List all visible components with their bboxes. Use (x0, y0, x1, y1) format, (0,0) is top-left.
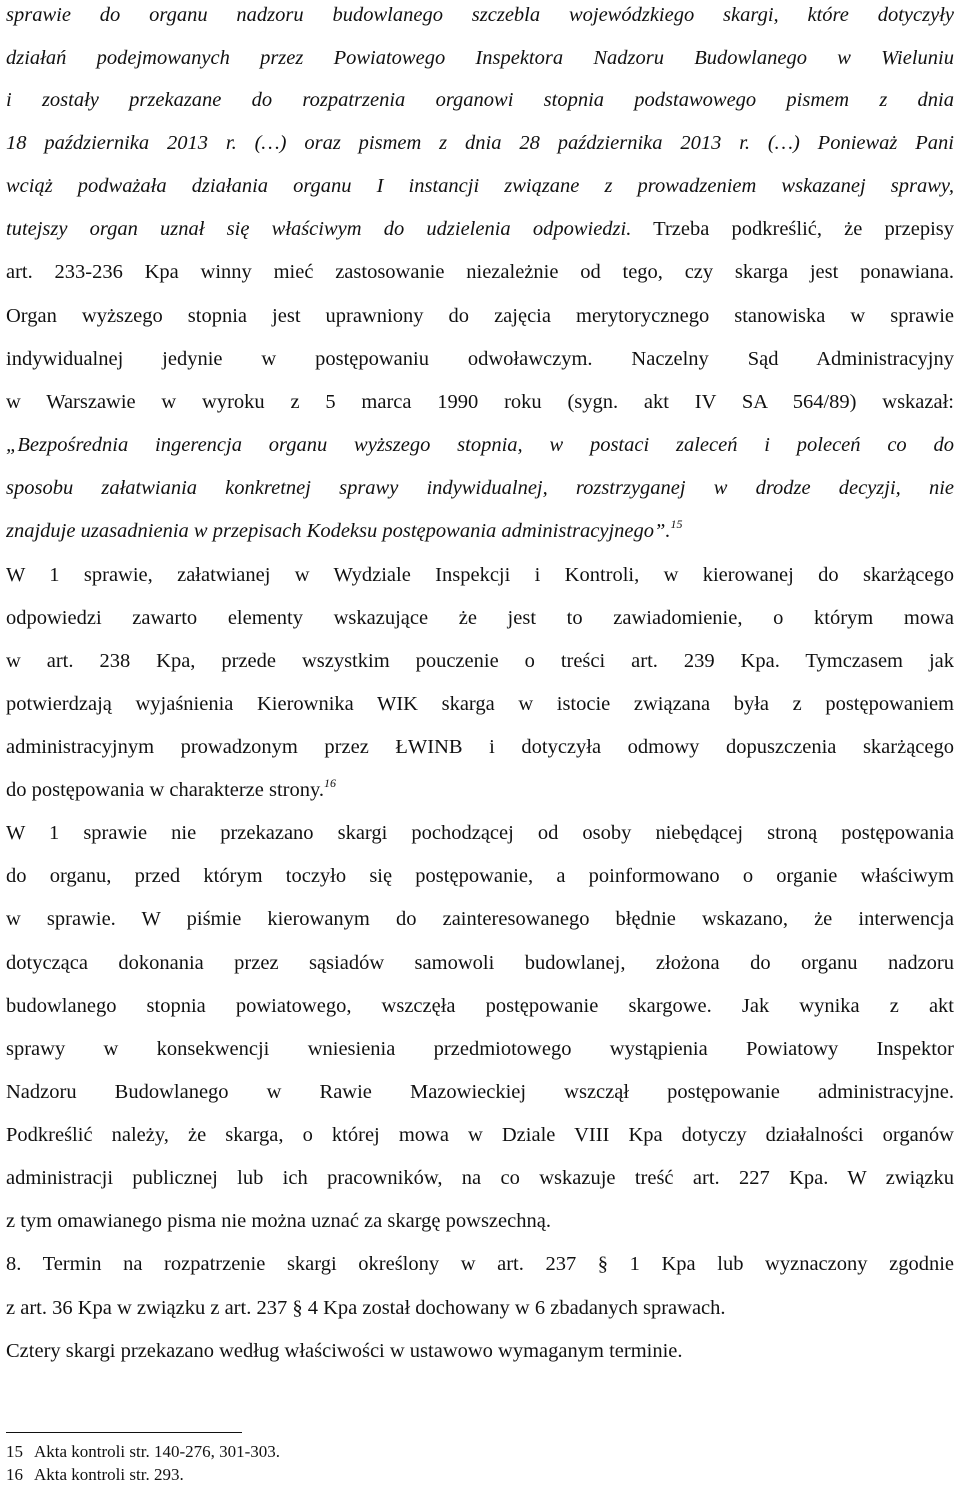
text-segment: w Warszawie w wyroku z 5 marca 1990 roku (sygn. akt IV SA 564/89) wskazał: (6, 391, 954, 413)
text-line (6, 948, 954, 978)
text-segment: „Bezpośrednia ingerencja organu wyższego stopnia, w postaci zaleceń i poleceń co do (6, 434, 954, 456)
text-line (6, 257, 954, 287)
text-segment: sprawie do organu nadzoru budowlanego szczebla wojewódzkiego skargi, które dotyczyły (6, 4, 954, 26)
text-segment: i zostały przekazane do rozpatrzenia organowi stopnia podstawowego pismem z dnia (6, 89, 954, 111)
text-segment: budowlanego stopnia powiatowego, wszczęła postępowanie skargowe. Jak wynika z akt (6, 995, 954, 1017)
text-line (6, 171, 954, 201)
text-line (6, 1120, 954, 1150)
footnote-reference: 16 (324, 776, 337, 790)
text-segment: Cztery skargi przekazano według właściwości w ustawowo wymaganym terminie. (6, 1340, 683, 1362)
footnote (6, 1441, 280, 1463)
text-segment: 8. Termin na rozpatrzenie skargi określony w art. 237 § 1 Kpa lub wyznaczony zgodnie (6, 1253, 954, 1275)
text-segment: działań podejmowanych przez Powiatowego Inspektora Nadzoru Budowlanego w Wieluniu (6, 47, 954, 69)
footnote-reference: 15 (670, 517, 683, 531)
text-line (6, 516, 954, 546)
text-segment: z art. 36 Kpa w związku z art. 237 § 4 Kpa został dochowany w 6 zbadanych sprawach. (6, 1297, 726, 1319)
text-line (6, 560, 954, 590)
text-segment: indywidualnej jedynie w postępowaniu odwoławczym. Naczelny Sąd Administracyjny (6, 348, 954, 370)
text-line (6, 301, 954, 331)
text-line (6, 861, 954, 891)
text-line (6, 387, 954, 417)
text-line (6, 1206, 954, 1236)
text-segment: do organu, przed którym toczyło się postępowanie, a poinformowano o organie właściwym (6, 865, 954, 887)
text-line (6, 0, 954, 30)
text-line (6, 732, 954, 762)
text-line (6, 904, 954, 934)
text-line (6, 344, 954, 374)
text-segment: sprawy w konsekwencji wniesienia przedmiotowego wystąpienia Powiatowy Inspektor (6, 1038, 954, 1060)
text-line (6, 1034, 954, 1064)
footnote-number: 16 (6, 1465, 23, 1484)
footnote (6, 1464, 184, 1486)
text-line (6, 689, 954, 719)
footnote-text: Akta kontroli str. 293. (34, 1465, 184, 1484)
text-line (6, 430, 954, 460)
text-segment: Organ wyższego stopnia jest uprawniony do zajęcia merytorycznego stanowiska w sprawie (6, 305, 954, 327)
text-segment: Podkreślić należy, że skarga, o której mowa w Dziale VIII Kpa dotyczy działalności organów (6, 1124, 954, 1146)
text-segment: potwierdzają wyjaśnienia Kierownika WIK skarga w istocie związana była z postępowaniem (6, 693, 954, 715)
document-page (6, 0, 954, 1488)
text-segment: administracyjnym prowadzonym przez ŁWINB i dotyczyła odmowy dopuszczenia skarżącego (6, 736, 954, 758)
text-segment: tutejszy organ uznał się właściwym do udzielenia odpowiedzi. (6, 218, 632, 240)
footnote-text: Akta kontroli str. 140-276, 301-303. (34, 1442, 281, 1461)
text-segment: z tym omawianego pisma nie można uznać za skargę powszechną. (6, 1210, 551, 1232)
text-line (6, 1336, 954, 1366)
text-line (6, 603, 954, 633)
text-line (6, 1077, 954, 1107)
text-line (6, 473, 954, 503)
text-segment: do postępowania w charakterze strony. (6, 779, 325, 801)
text-segment: w sprawie. W piśmie kierowanym do zainteresowanego błędnie wskazano, że interwencja (6, 908, 954, 930)
text-segment: Nadzoru Budowlanego w Rawie Mazowieckiej wszczął postępowanie administracyjne. (6, 1081, 954, 1103)
text-segment: 18 października 2013 r. (…) oraz pismem z dnia 28 października 2013 r. (…) Ponieważ Pani (6, 132, 954, 154)
text-line (6, 1249, 954, 1279)
footnote-separator (6, 1432, 242, 1433)
text-segment: dotycząca dokonania przez sąsiadów samowoli budowlanej, złożona do organu nadzoru (6, 952, 954, 974)
text-segment: W 1 sprawie, załatwianej w Wydziale Inspekcji i Kontroli, w kierowanej do skarżącego (6, 564, 954, 586)
text-line (6, 991, 954, 1021)
text-segment: administracji publicznej lub ich pracowników, na co wskazuje treść art. 227 Kpa. W związku (6, 1167, 954, 1189)
text-segment: odpowiedzi zawarto elementy wskazujące że jest to zawiadomienie, o którym mowa (6, 607, 954, 629)
text-segment: znajduje uzasadnienia w przepisach Kodeksu postępowania administracyjnego”. (6, 520, 671, 542)
text-segment: W 1 sprawie nie przekazano skargi pochodzącej od osoby niebędącej stroną postępowania (6, 822, 954, 844)
text-line (6, 646, 954, 676)
text-line (6, 775, 954, 805)
text-segment: Trzeba podkreślić, że przepisy (631, 218, 954, 240)
text-line (6, 85, 954, 115)
text-line (6, 1293, 954, 1323)
text-segment: art. 233-236 Kpa winny mieć zastosowanie niezależnie od tego, czy skarga jest ponawiana. (6, 261, 954, 283)
text-segment: w art. 238 Kpa, przede wszystkim pouczenie o treści art. 239 Kpa. Tymczasem jak (6, 650, 954, 672)
text-segment: sposobu załatwiania konkretnej sprawy indywidualnej, rozstrzyganej w drodze decyzji, nie (6, 477, 954, 499)
footnote-number: 15 (6, 1442, 23, 1461)
text-line (6, 1163, 954, 1193)
text-segment: wciąż podważała działania organu I instancji związane z prowadzeniem wskazanej sprawy, (6, 175, 954, 197)
text-line (6, 43, 954, 73)
text-line (6, 818, 954, 848)
text-line (6, 128, 954, 158)
text-line (6, 214, 954, 244)
